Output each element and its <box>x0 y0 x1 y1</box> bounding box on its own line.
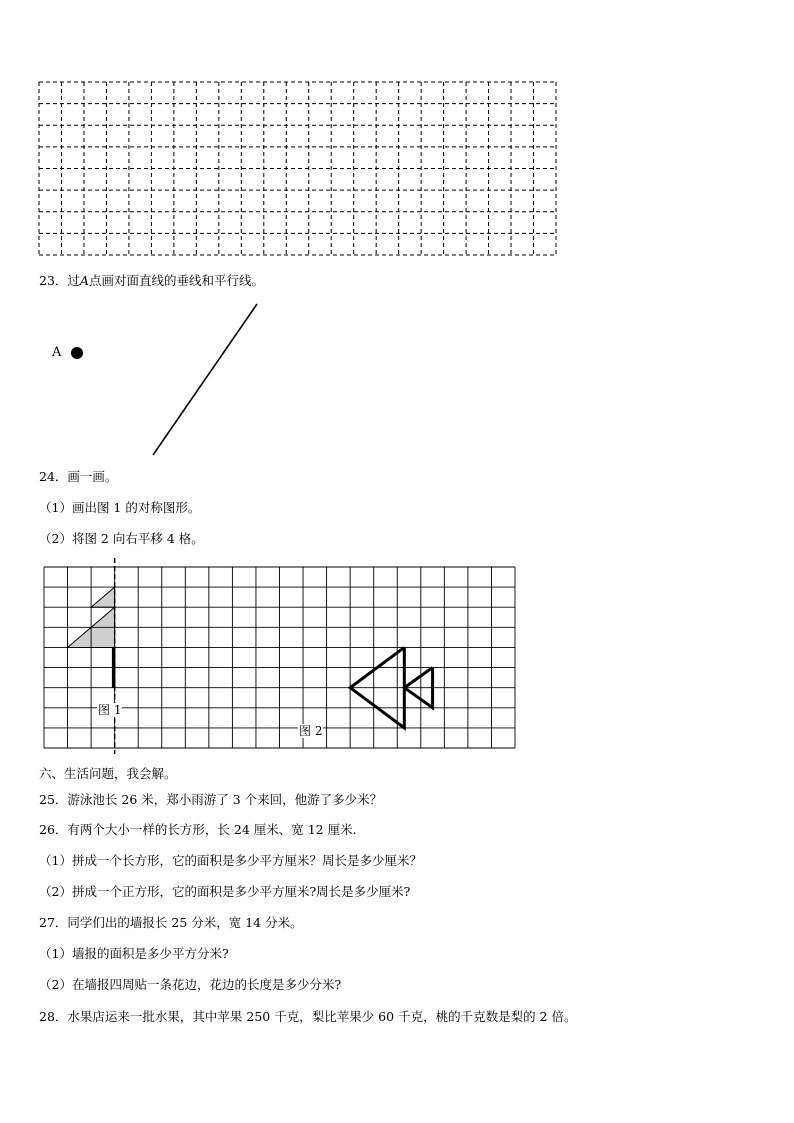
section6-title: 六、生活问题，我会解。 <box>39 766 177 781</box>
point-a-label: A <box>52 345 62 360</box>
q24-part1: （1）画出图 1 的对称图形。 <box>39 500 201 515</box>
fig1-shaded-top <box>91 587 115 607</box>
q26-part2: （2）拼成一个正方形，它的面积是多少平方厘米?周长是多少厘米? <box>39 884 411 899</box>
q24-title: 24．画一画。 <box>39 469 118 484</box>
fig2-label: 图 2 <box>299 724 323 738</box>
q25-text: 25．游泳池长 26 米，郑小雨游了 3 个来回，他游了多少米？ <box>39 792 383 807</box>
q23-prefix: 23．过 <box>39 273 80 288</box>
q24-part2: （2）将图 2 向右平移 4 格。 <box>39 531 204 546</box>
fig1-label: 图 1 <box>98 703 122 717</box>
q26-text: 26．有两个大小一样的长方形，长 24 厘米、宽 12 厘米. <box>39 822 357 837</box>
q27-text: 27．同学们出的墙报长 25 分米，宽 14 分米。 <box>39 915 303 930</box>
q27-part2: （2）在墙报四周贴一条花边，花边的长度是多少分米? <box>39 977 342 992</box>
q23-suffix: 点画对面直线的垂线和平行线。 <box>88 273 264 288</box>
q27-part1: （1）墙报的面积是多少平方分米? <box>39 946 229 961</box>
q28-text: 28．水果店运来一批水果，其中苹果 250 千克，梨比苹果少 60 千克，桃的千克数是梨的 2 倍。 <box>39 1009 577 1024</box>
q23-var: A <box>79 273 89 288</box>
q26-part1: （1）拼成一个长方形，它的面积是多少平方厘米？周长是多少厘米？ <box>39 853 422 868</box>
